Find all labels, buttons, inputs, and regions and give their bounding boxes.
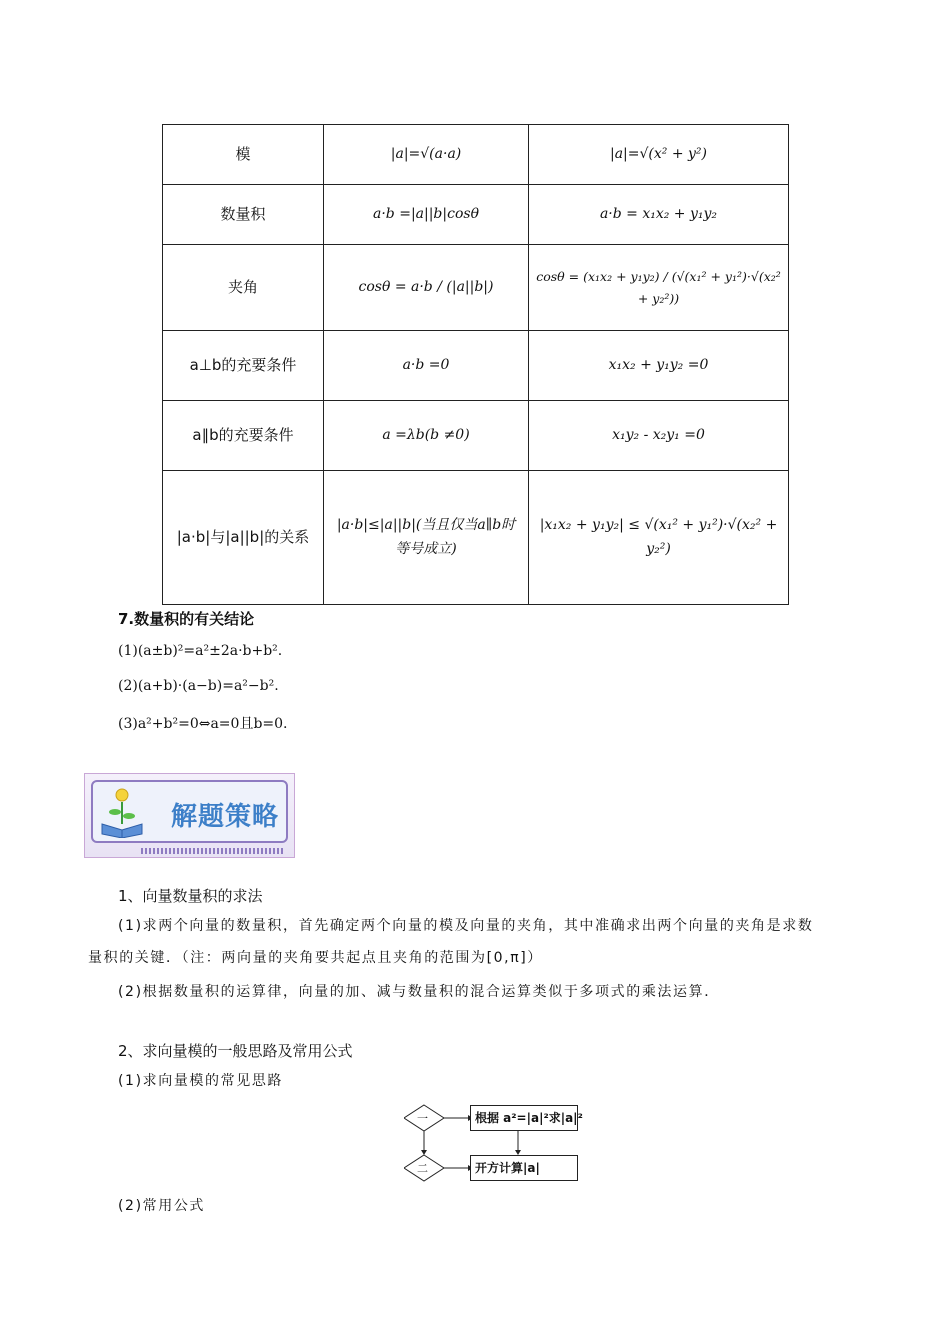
vector-formula: |a|=√(a·a) <box>324 125 529 185</box>
row-label: a∥b的充要条件 <box>163 401 324 471</box>
strategy2-paragraph1: (1)求向量模的常见思路 <box>118 1073 284 1089</box>
modulus-flowchart <box>404 1100 584 1190</box>
row-label: |a·b|与|a||b|的关系 <box>163 471 324 605</box>
strategy2-title: 2、求向量模的一般思路及常用公式 <box>118 1042 353 1060</box>
book-plant-icon <box>99 786 145 838</box>
vector-formula: a =λb(b ≠0) <box>324 401 529 471</box>
coordinate-formula: |a|=√(x² + y²) <box>529 125 789 185</box>
coordinate-formula: x₁x₂ + y₁y₂ =0 <box>529 331 789 401</box>
row-label: a⊥b的充要条件 <box>163 331 324 401</box>
section7-title: 7.数量积的有关结论 <box>118 610 255 628</box>
coordinate-formula: |x₁x₂ + y₁y₂| ≤ √(x₁² + y₁²)·√(x₂² + y₂²) <box>529 471 789 605</box>
banner-stripe <box>141 848 284 854</box>
row-label: 模 <box>163 125 324 185</box>
table-row <box>163 471 789 605</box>
banner-frame <box>91 780 288 843</box>
strategy2-paragraph2: (2)常用公式 <box>118 1198 206 1214</box>
vector-formula: cosθ = a·b / (|a||b|) <box>324 245 529 331</box>
vector-formula: a·b =0 <box>324 331 529 401</box>
vector-formula: |a·b|≤|a||b|(当且仅当a∥b时等号成立) <box>324 471 529 605</box>
flow-step2-label: 二 <box>417 1162 428 1175</box>
strategy-banner <box>84 773 295 858</box>
table-row <box>163 245 789 331</box>
conclusion-1: (1)(a±b)²=a²±2a·b+b². <box>118 643 283 659</box>
table-row <box>163 185 789 245</box>
coordinate-formula: cosθ = (x₁x₂ + y₁y₂) / (√(x₁² + y₁²)·√(x₂² + y₂²)) <box>529 245 789 331</box>
strategy1-title: 1、向量数量积的求法 <box>118 887 263 905</box>
flow-step1-label: 一 <box>417 1112 428 1125</box>
flow-box-sqrt: 开方计算|a| <box>470 1155 578 1181</box>
strategy1-paragraph1-line2: 量积的关键．（注：两向量的夹角要共起点且夹角的范围为[0,π]） <box>88 950 543 966</box>
row-label: 夹角 <box>163 245 324 331</box>
table-row <box>163 401 789 471</box>
conclusion-2: (2)(a+b)·(a−b)=a²−b². <box>118 678 279 694</box>
strategy1-paragraph2: (2)根据数量积的运算律，向量的加、减与数量积的混合运算类似于多项式的乘法运算． <box>118 984 720 1000</box>
row-label: 数量积 <box>163 185 324 245</box>
strategy1-paragraph1-line1: (1)求两个向量的数量积，首先确定两个向量的模及向量的夹角，其中准确求出两个向量的夹角是求数 <box>118 918 814 934</box>
conclusion-3: (3)a²+b²=0⇔a=0且b=0. <box>118 716 288 732</box>
flow-box-square: 根据 a²=|a|²求|a|² <box>470 1105 578 1131</box>
coordinate-formula: a·b = x₁x₂ + y₁y₂ <box>529 185 789 245</box>
formula-table <box>162 124 789 605</box>
banner-title: 解题策略 <box>171 802 280 832</box>
table-row <box>163 125 789 185</box>
table-row <box>163 331 789 401</box>
coordinate-formula: x₁y₂ - x₂y₁ =0 <box>529 401 789 471</box>
vector-formula: a·b =|a||b|cosθ <box>324 185 529 245</box>
